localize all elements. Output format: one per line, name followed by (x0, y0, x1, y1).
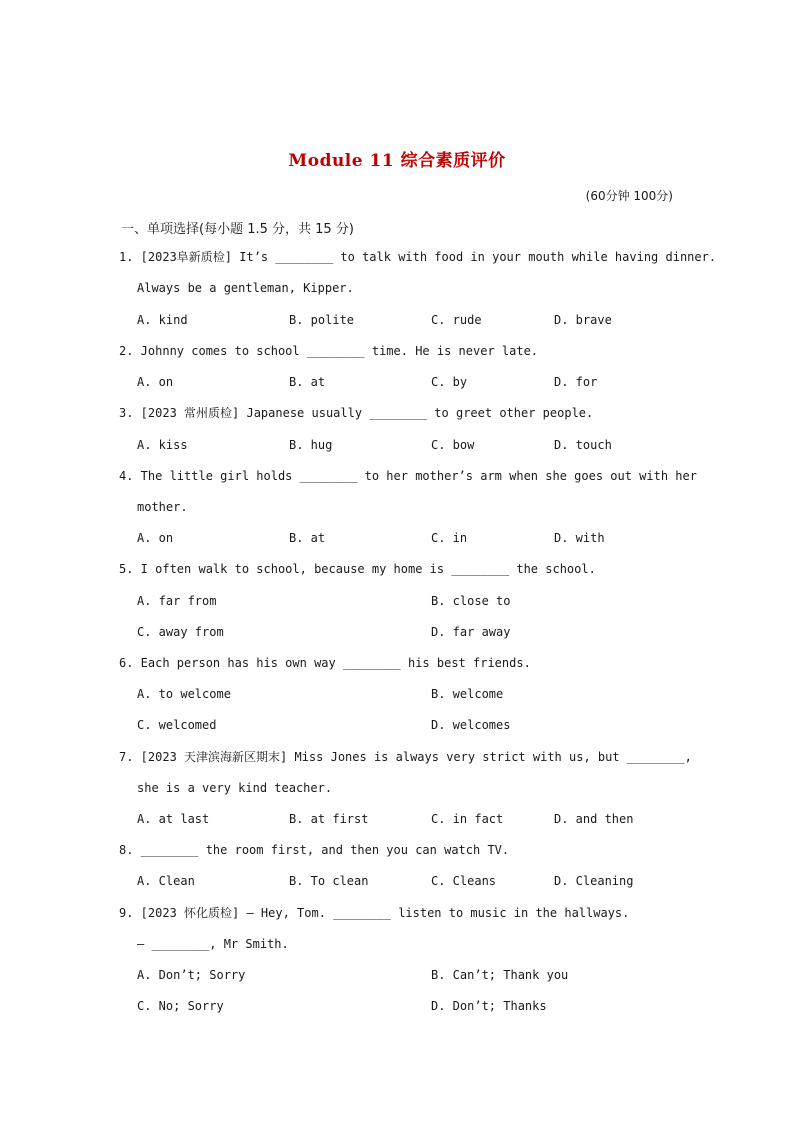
exam-duration-score: (60分钟 100分) (585, 189, 673, 203)
question-9 (119, 898, 679, 960)
option-a[interactable]: A. far from (137, 594, 217, 608)
option-b[interactable]: B. close to (431, 594, 511, 608)
option-d[interactable]: D. Don’t; Thanks (431, 999, 547, 1013)
question-8 (119, 835, 679, 866)
option-b[interactable]: B. at (289, 531, 326, 545)
option-c[interactable]: C. in fact (431, 812, 504, 826)
question-8-line-1: 8. ________ the room first, and then you can watch TV. (119, 843, 510, 857)
question-5-options-row-1 (137, 586, 697, 617)
question-7-line-1: 7. [2023 天津滨海新区期末] Miss Jones is always very strict with us, but ________, (119, 750, 692, 764)
question-3-line-1: 3. [2023 常州质检] Japanese usually ________ to greet other people. (119, 406, 594, 420)
option-a[interactable]: A. at last (137, 812, 210, 826)
question-2-line-1: 2. Johnny comes to school ________ time. He is never late. (119, 344, 539, 358)
question-3-options (137, 430, 697, 461)
question-6 (119, 648, 679, 679)
question-4 (119, 461, 697, 523)
question-1-line-1: 1. [2023阜新质检] It’s ________ to talk with food in your mouth while having dinner. (119, 250, 717, 264)
option-b[interactable]: B. at first (289, 812, 369, 826)
question-6-line-1: 6. Each person has his own way ________ his best friends. (119, 656, 531, 670)
option-a[interactable]: A. on (137, 375, 174, 389)
question-5-line-1: 5. I often walk to school, because my home is ________ the school. (119, 562, 596, 576)
question-7 (119, 742, 692, 804)
option-c[interactable]: C. away from (137, 625, 224, 639)
option-c[interactable]: C. in (431, 531, 468, 545)
option-b[interactable]: B. welcome (431, 687, 504, 701)
option-d[interactable]: D. welcomes (431, 718, 511, 732)
question-4-options (137, 523, 697, 554)
option-a[interactable]: A. Clean (137, 874, 195, 888)
page-title: Module 11 综合素质评价 (288, 151, 506, 171)
option-b[interactable]: B. Can’t; Thank you (431, 968, 569, 982)
question-5-options-row-2 (137, 617, 697, 648)
question-8-options (137, 866, 697, 897)
option-c[interactable]: C. bow (431, 438, 475, 452)
section-heading: 一、单项选择(每小题 1.5 分，共 15 分) (121, 222, 354, 237)
question-9-line-2: — ________, Mr Smith. (137, 937, 289, 951)
option-b[interactable]: B. polite (289, 313, 355, 327)
option-d[interactable]: D. touch (554, 438, 612, 452)
option-d[interactable]: D. Cleaning (554, 874, 634, 888)
option-c[interactable]: C. rude (431, 313, 482, 327)
question-2-options (137, 367, 697, 398)
question-4-line-1: 4. The little girl holds ________ to her mother’s arm when she goes out with her (119, 469, 697, 483)
question-3 (119, 398, 679, 429)
option-d[interactable]: D. and then (554, 812, 634, 826)
option-c[interactable]: C. Cleans (431, 874, 497, 888)
option-a[interactable]: A. kiss (137, 438, 188, 452)
question-2 (119, 336, 679, 367)
question-6-options-row-2 (137, 710, 697, 741)
question-7-options (137, 804, 697, 835)
option-d[interactable]: D. brave (554, 313, 612, 327)
option-b[interactable]: B. To clean (289, 874, 369, 888)
option-c[interactable]: C. welcomed (137, 718, 217, 732)
question-7-line-2: she is a very kind teacher. (137, 781, 333, 795)
option-b[interactable]: B. hug (289, 438, 333, 452)
option-a[interactable]: A. Don’t; Sorry (137, 968, 246, 982)
option-a[interactable]: A. to welcome (137, 687, 231, 701)
option-d[interactable]: D. far away (431, 625, 511, 639)
option-c[interactable]: C. by (431, 375, 468, 389)
option-d[interactable]: D. for (554, 375, 598, 389)
option-c[interactable]: C. No; Sorry (137, 999, 224, 1013)
option-a[interactable]: A. kind (137, 313, 188, 327)
question-9-options-row-2 (137, 991, 697, 1022)
option-a[interactable]: A. on (137, 531, 174, 545)
option-b[interactable]: B. at (289, 375, 326, 389)
question-4-line-2: mother. (137, 500, 188, 514)
question-1-line-2: Always be a gentleman, Kipper. (137, 281, 354, 295)
question-1 (119, 242, 717, 304)
question-9-line-1: 9. [2023 怀化质检] — Hey, Tom. ________ listen to music in the hallways. (119, 906, 630, 920)
question-9-options-row-1 (137, 960, 697, 991)
question-1-options (137, 305, 697, 336)
question-5 (119, 554, 679, 585)
option-d[interactable]: D. with (554, 531, 605, 545)
question-6-options-row-1 (137, 679, 697, 710)
